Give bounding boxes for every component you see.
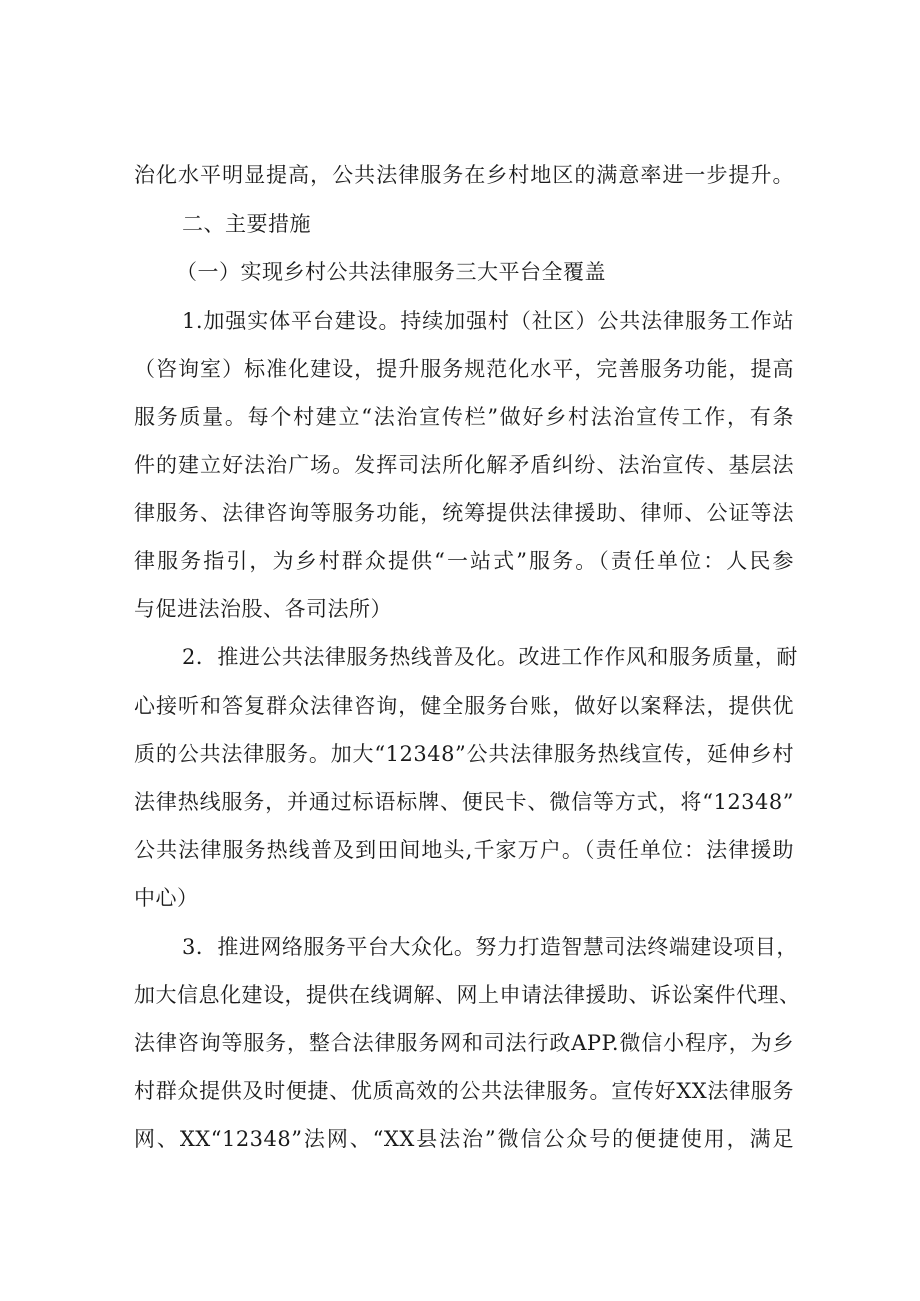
paragraph-2-line: 中心） bbox=[134, 886, 199, 910]
paragraph-2-line: 法律热线服务，并通过标语标牌、便民卡、微信等方式，将“12348” bbox=[134, 790, 794, 814]
paragraph-3-line: 3．推进网络服务平台大众化。努力打造智慧司法终端建设项目， bbox=[182, 935, 798, 959]
paragraph-2-line: 公共法律服务热线普及到田间地头,千家万户。（责任单位：法律援助 bbox=[134, 838, 794, 862]
subsection-heading: （一）实现乡村公共法律服务三大平台全覆盖 bbox=[176, 260, 606, 284]
paragraph-3-line: 村群众提供及时便捷、优质高效的公共法律服务。宣传好XX法律服务 bbox=[134, 1079, 794, 1103]
paragraph-3-line: 加大信息化建设，提供在线调解、网上申请法律援助、诉讼案件代理、 bbox=[134, 983, 801, 1007]
paragraph-1-line: 律服务指引，为乡村群众提供“一站式”服务。（责任单位：人民参 bbox=[134, 549, 794, 573]
paragraph-2-line: 质的公共法律服务。加大“12348”公共法律服务热线宣传，延伸乡村 bbox=[134, 742, 794, 766]
paragraph-2-line: 心接听和答复群众法律咨询，健全服务台账，做好以案释法，提供优 bbox=[134, 694, 794, 718]
paragraph-1-line: 1.加强实体平台建设。持续加强村（社区）公共法律服务工作站 bbox=[182, 309, 794, 333]
paragraph-3-line: 网、XX“12348”法网、“XX县法治”微信公众号的便捷使用，满足 bbox=[134, 1127, 794, 1151]
paragraph-1-line: 件的建立好法治广场。发挥司法所化解矛盾纠纷、法治宣传、基层法 bbox=[134, 453, 794, 477]
paragraph-2-line: 2．推进公共法律服务热线普及化。改进工作作风和服务质量，耐 bbox=[182, 645, 798, 669]
paragraph-1-line: 服务质量。每个村建立“法治宣传栏”做好乡村法治宣传工作，有条 bbox=[134, 405, 794, 429]
section-heading: 二、主要措施 bbox=[182, 212, 311, 236]
paragraph-1-line: 律服务、法律咨询等服务功能，统筹提供法律援助、律师、公证等法 bbox=[134, 501, 794, 525]
text-line: 治化水平明显提高，公共法律服务在乡村地区的满意率进一步提升。 bbox=[134, 163, 794, 187]
paragraph-3-line: 法律咨询等服务，整合法律服务网和司法行政APP.微信小程序，为乡 bbox=[134, 1031, 794, 1055]
paragraph-1-line: 与促进法治股、各司法所） bbox=[134, 597, 392, 621]
paragraph-1-line: （咨询室）标准化建设，提升服务规范化水平，完善服务功能，提高 bbox=[134, 357, 794, 381]
